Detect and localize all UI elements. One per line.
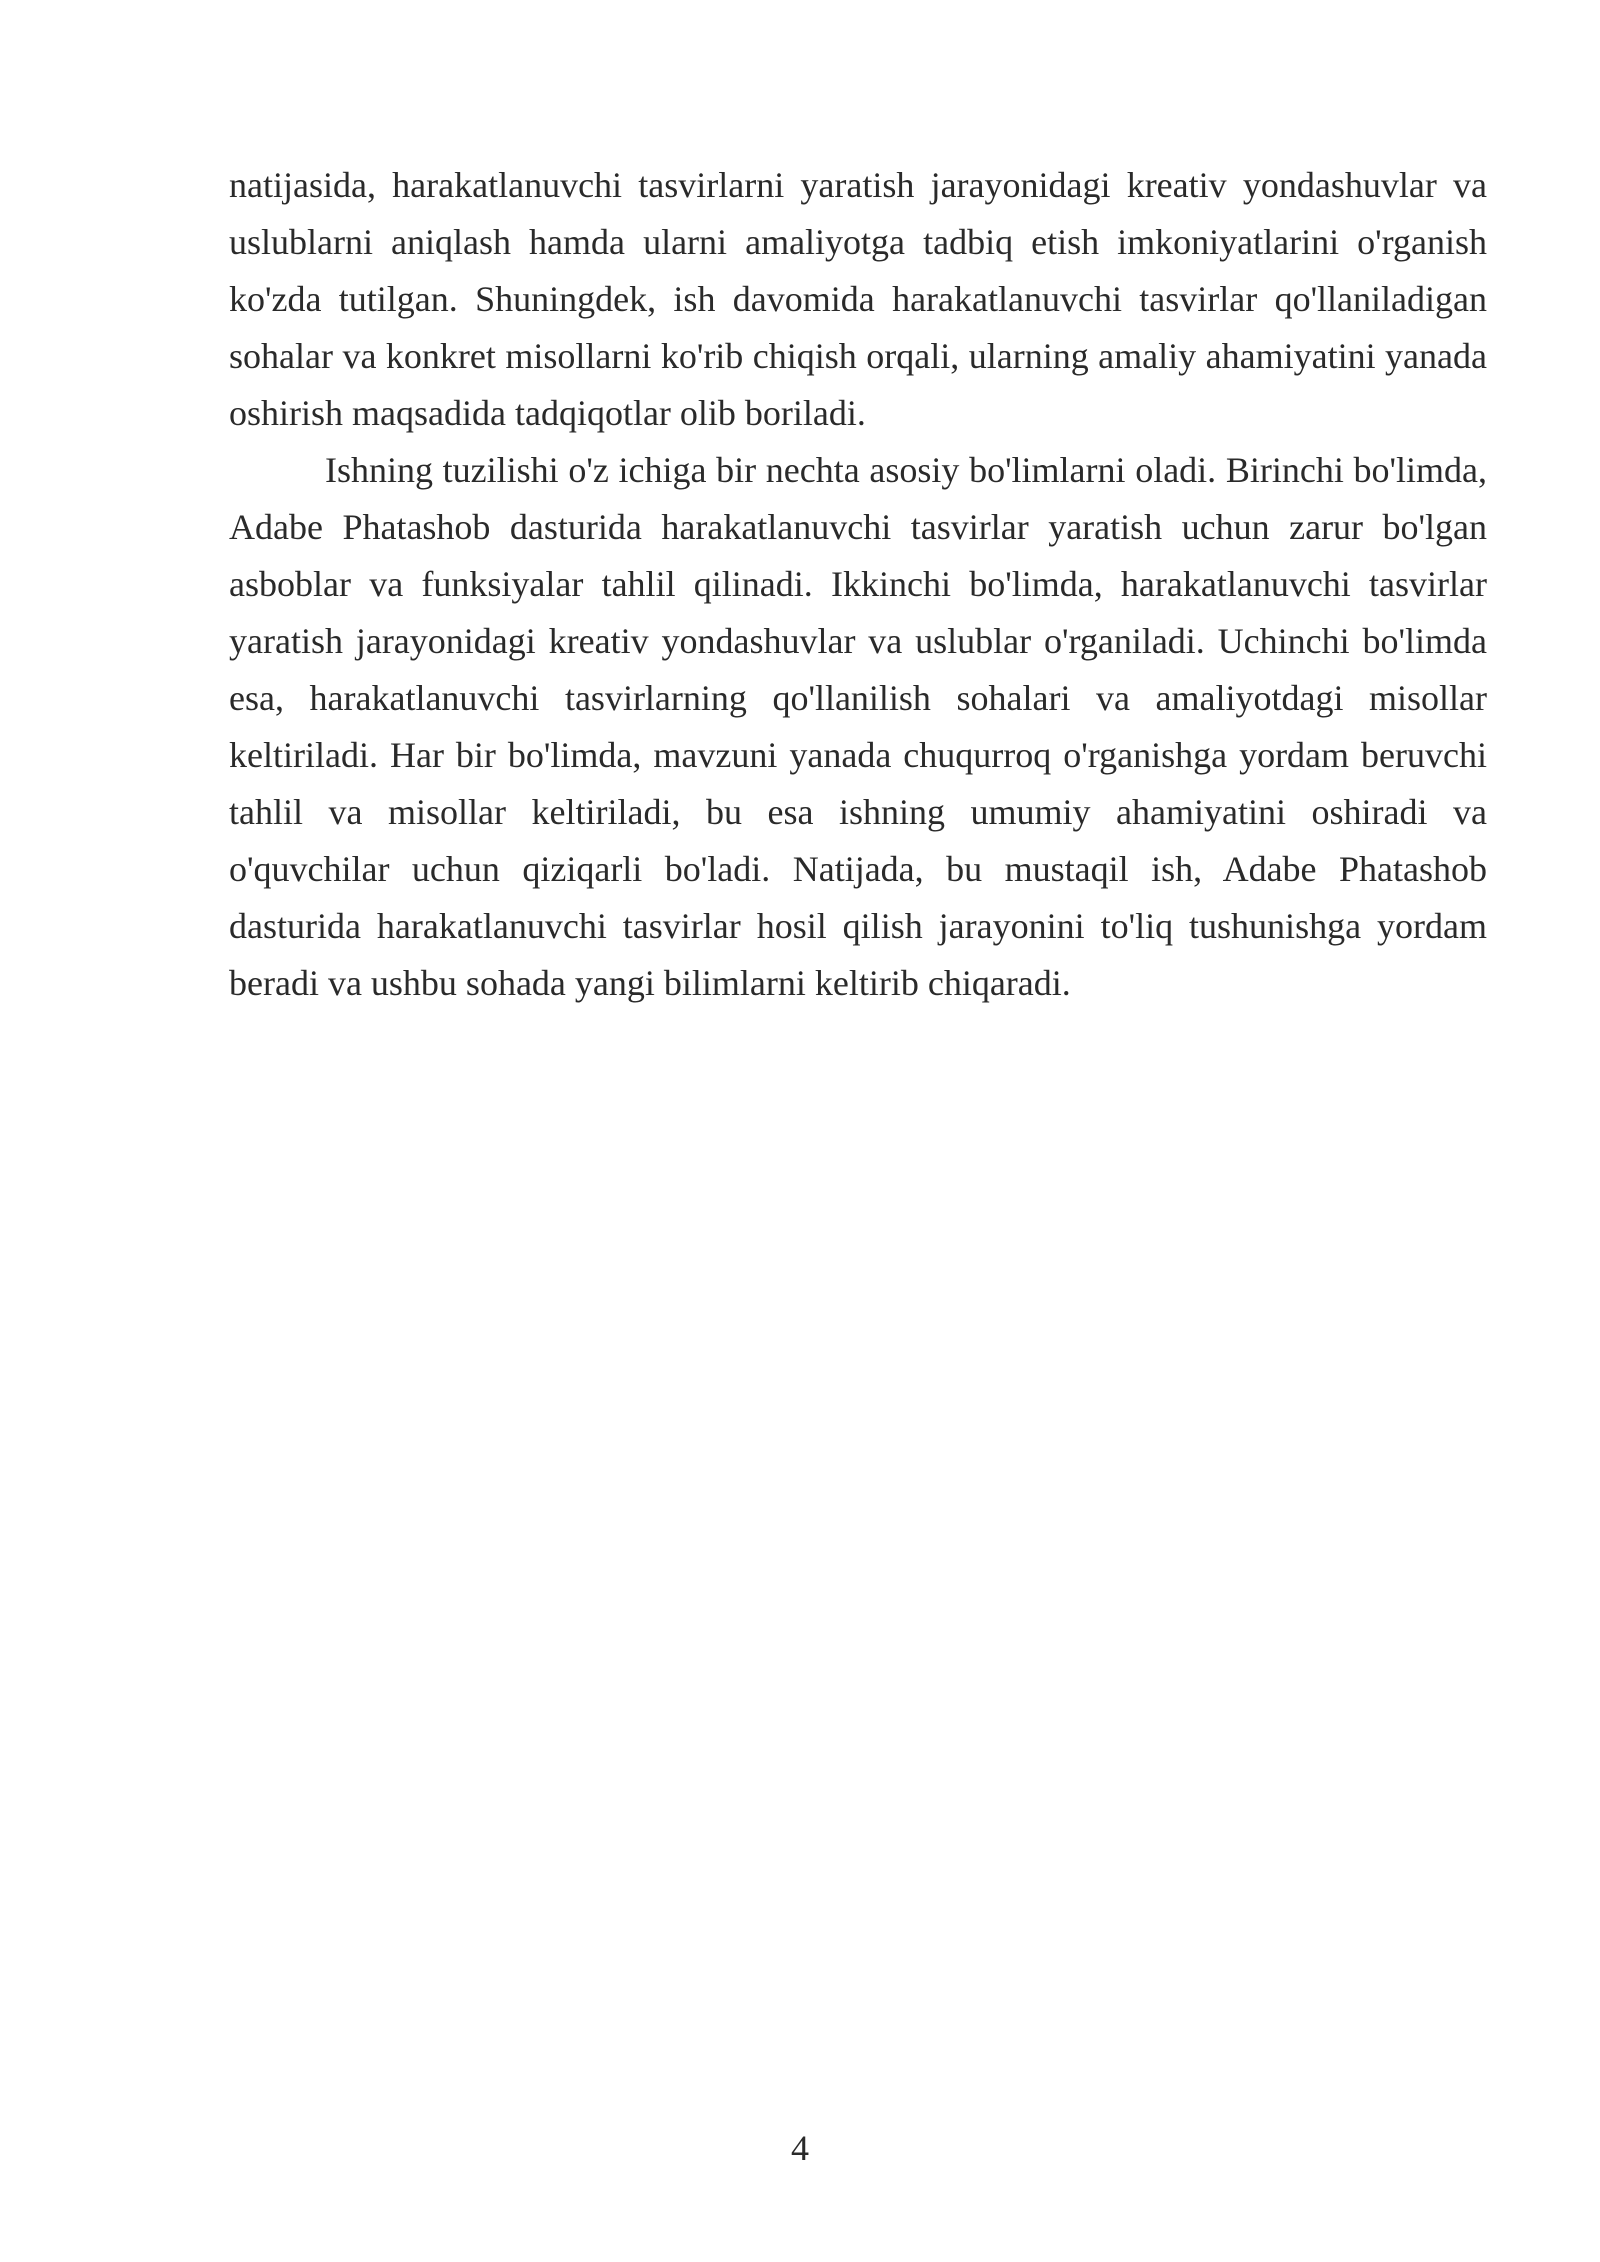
- page-number: 4: [791, 2128, 809, 2168]
- paragraph-structure: Ishning tuzilishi o'z ichiga bir nechta asosiy bo'limlarni oladi. Birinchi bo'limda, Adabe Phatashob dasturida harakatlanuvchi tasvirlar yaratish uchun zarur bo'lgan asboblar va funksiyalar tahlil qilinadi. Ikkinchi bo'limda, harakatlanuvchi tasvirlar yaratish jarayonidagi kreativ yondashuvlar va uslublar o'rganiladi. Uchinchi bo'limda esa, harakatlanuvchi tasvirlarning qo'llanilish sohalari va amaliyotdagi misollar keltiriladi. Har bir bo'limda, mavzuni yanada chuqurroq o'rganishga yordam beruvchi tahlil va misollar keltiriladi, bu esa ishning umumiy ahamiyatini oshiradi va o'quvchilar uchun qiziqarli bo'ladi. Natijada, bu mustaqil ish, Adabe Phatashob dasturida harakatlanuvchi tasvirlar hosil qilish jarayonini to'liq tushunishga yordam beradi va ushbu sohada yangi bilimlarni keltirib chiqaradi.: [229, 450, 1487, 1003]
- body-text: [229, 157, 1487, 1012]
- paragraph-continuation: natijasida, harakatlanuvchi tasvirlarni yaratish jarayonidagi kreativ yondashuvlar va uslublarni aniqlash hamda ularni amaliyotga tadbiq etish imkoniyatlarini o'rganish ko'zda tutilgan. Shuningdek, ish davomida harakatlanuvchi tasvirlar qo'llaniladigan sohalar va konkret misollarni ko'rib chiqish orqali, ularning amaliy ahamiyatini yanada oshirish maqsadida tadqiqotlar olib boriladi.: [229, 165, 1487, 433]
